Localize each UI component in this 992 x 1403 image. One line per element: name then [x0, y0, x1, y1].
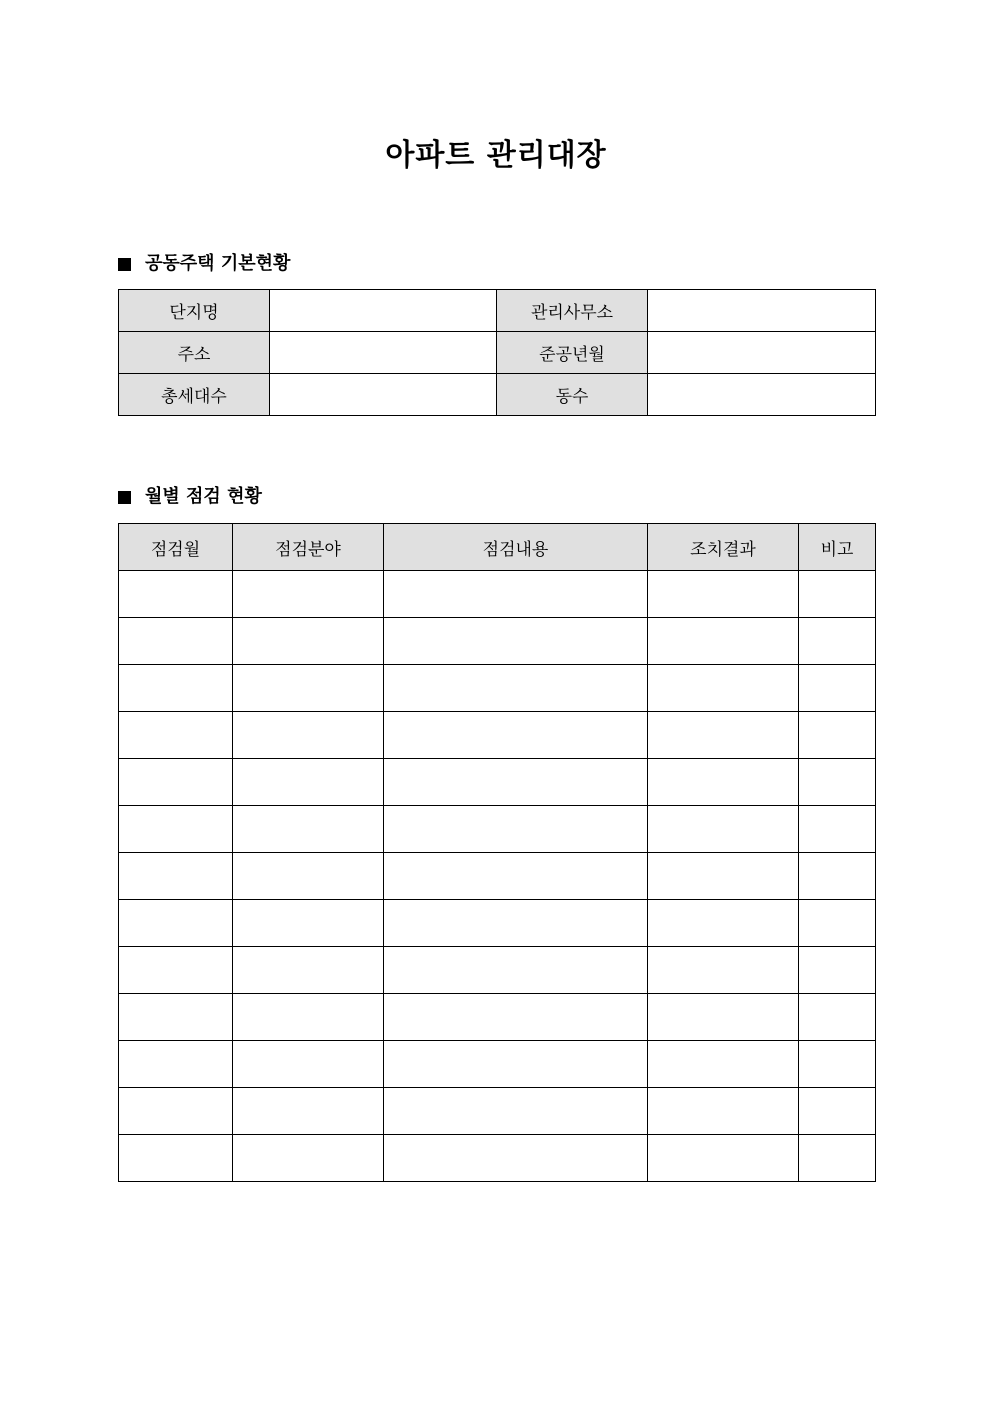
column-header-remarks: 비고: [799, 524, 876, 571]
action-result-cell[interactable]: [648, 900, 799, 947]
inspection-area-cell[interactable]: [233, 618, 384, 665]
inspection-month-cell[interactable]: [119, 665, 233, 712]
inspection-area-cell[interactable]: [233, 759, 384, 806]
inspection-area-cell[interactable]: [233, 1135, 384, 1182]
remarks-cell[interactable]: [799, 1088, 876, 1135]
management-office-label: 관리사무소: [497, 290, 648, 332]
remarks-cell[interactable]: [799, 853, 876, 900]
action-result-cell[interactable]: [648, 994, 799, 1041]
inspection-area-cell[interactable]: [233, 712, 384, 759]
table-row: [119, 618, 876, 665]
inspection-details-cell[interactable]: [384, 806, 648, 853]
action-result-cell[interactable]: [648, 618, 799, 665]
remarks-cell[interactable]: [799, 618, 876, 665]
remarks-cell[interactable]: [799, 1135, 876, 1182]
inspection-details-cell[interactable]: [384, 853, 648, 900]
inspection-month-cell[interactable]: [119, 947, 233, 994]
completion-date-field[interactable]: [648, 332, 876, 374]
inspection-month-cell[interactable]: [119, 1088, 233, 1135]
section-heading-basic-status: [118, 251, 290, 277]
inspection-area-cell[interactable]: [233, 806, 384, 853]
table-row: [119, 853, 876, 900]
remarks-cell[interactable]: [799, 665, 876, 712]
inspection-month-cell[interactable]: [119, 994, 233, 1041]
table-row: [119, 332, 876, 374]
inspection-details-cell[interactable]: [384, 712, 648, 759]
table-row: [119, 571, 876, 618]
inspection-area-cell[interactable]: [233, 947, 384, 994]
inspection-details-cell[interactable]: [384, 618, 648, 665]
inspection-month-cell[interactable]: [119, 618, 233, 665]
remarks-cell[interactable]: [799, 1041, 876, 1088]
inspection-area-cell[interactable]: [233, 853, 384, 900]
basic-status-table: [118, 289, 876, 416]
inspection-details-cell[interactable]: [384, 1041, 648, 1088]
inspection-area-cell[interactable]: [233, 900, 384, 947]
building-count-field[interactable]: [648, 374, 876, 416]
completion-date-label: 준공년월: [497, 332, 648, 374]
action-result-cell[interactable]: [648, 712, 799, 759]
inspection-month-cell[interactable]: [119, 712, 233, 759]
remarks-cell[interactable]: [799, 571, 876, 618]
table-row: [119, 900, 876, 947]
inspection-month-cell[interactable]: [119, 571, 233, 618]
building-count-label: 동수: [497, 374, 648, 416]
inspection-details-cell[interactable]: [384, 1088, 648, 1135]
inspection-area-cell[interactable]: [233, 1088, 384, 1135]
table-row: [119, 290, 876, 332]
table-row: [119, 1088, 876, 1135]
column-header-inspection-area: 점검분야: [233, 524, 384, 571]
table-row: [119, 994, 876, 1041]
inspection-details-cell[interactable]: [384, 1135, 648, 1182]
inspection-month-cell[interactable]: [119, 853, 233, 900]
inspection-month-cell[interactable]: [119, 900, 233, 947]
action-result-cell[interactable]: [648, 947, 799, 994]
table-row: [119, 806, 876, 853]
remarks-cell[interactable]: [799, 947, 876, 994]
inspection-area-cell[interactable]: [233, 994, 384, 1041]
table-row: [119, 712, 876, 759]
address-label: 주소: [119, 332, 270, 374]
inspection-month-cell[interactable]: [119, 1135, 233, 1182]
table-row: [119, 759, 876, 806]
action-result-cell[interactable]: [648, 1041, 799, 1088]
action-result-cell[interactable]: [648, 853, 799, 900]
table-row: [119, 1135, 876, 1182]
total-households-label: 총세대수: [119, 374, 270, 416]
column-header-inspection-month: 점검월: [119, 524, 233, 571]
action-result-cell[interactable]: [648, 571, 799, 618]
action-result-cell[interactable]: [648, 759, 799, 806]
monthly-inspection-table: [118, 523, 876, 1182]
inspection-area-cell[interactable]: [233, 571, 384, 618]
inspection-details-cell[interactable]: [384, 665, 648, 712]
table-row: [119, 374, 876, 416]
inspection-details-cell[interactable]: [384, 571, 648, 618]
page-title: 아파트 관리대장: [385, 138, 607, 173]
inspection-details-cell[interactable]: [384, 947, 648, 994]
square-bullet-icon: [118, 491, 131, 504]
inspection-month-cell[interactable]: [119, 1041, 233, 1088]
remarks-cell[interactable]: [799, 712, 876, 759]
action-result-cell[interactable]: [648, 806, 799, 853]
management-office-field[interactable]: [648, 290, 876, 332]
inspection-details-cell[interactable]: [384, 759, 648, 806]
square-bullet-icon: [118, 258, 131, 271]
table-row: [119, 665, 876, 712]
section-heading-label: 월별 점검 현황: [145, 486, 262, 507]
inspection-month-cell[interactable]: [119, 759, 233, 806]
column-header-inspection-details: 점검내용: [384, 524, 648, 571]
remarks-cell[interactable]: [799, 994, 876, 1041]
section-heading-label: 공동주택 기본현황: [145, 253, 291, 274]
inspection-details-cell[interactable]: [384, 900, 648, 947]
column-header-action-result: 조치결과: [648, 524, 799, 571]
total-households-field[interactable]: [270, 374, 497, 416]
complex-name-field[interactable]: [270, 290, 497, 332]
remarks-cell[interactable]: [799, 900, 876, 947]
inspection-area-cell[interactable]: [233, 665, 384, 712]
inspection-month-cell[interactable]: [119, 806, 233, 853]
complex-name-label: 단지명: [119, 290, 270, 332]
remarks-cell[interactable]: [799, 759, 876, 806]
address-field[interactable]: [270, 332, 497, 374]
action-result-cell[interactable]: [648, 1088, 799, 1135]
remarks-cell[interactable]: [799, 806, 876, 853]
action-result-cell[interactable]: [648, 1135, 799, 1182]
inspection-details-cell[interactable]: [384, 994, 648, 1041]
table-row: [119, 1041, 876, 1088]
table-row: [119, 947, 876, 994]
section-heading-monthly-inspection: [118, 484, 262, 510]
action-result-cell[interactable]: [648, 665, 799, 712]
table-header-row: [119, 524, 876, 571]
inspection-area-cell[interactable]: [233, 1041, 384, 1088]
